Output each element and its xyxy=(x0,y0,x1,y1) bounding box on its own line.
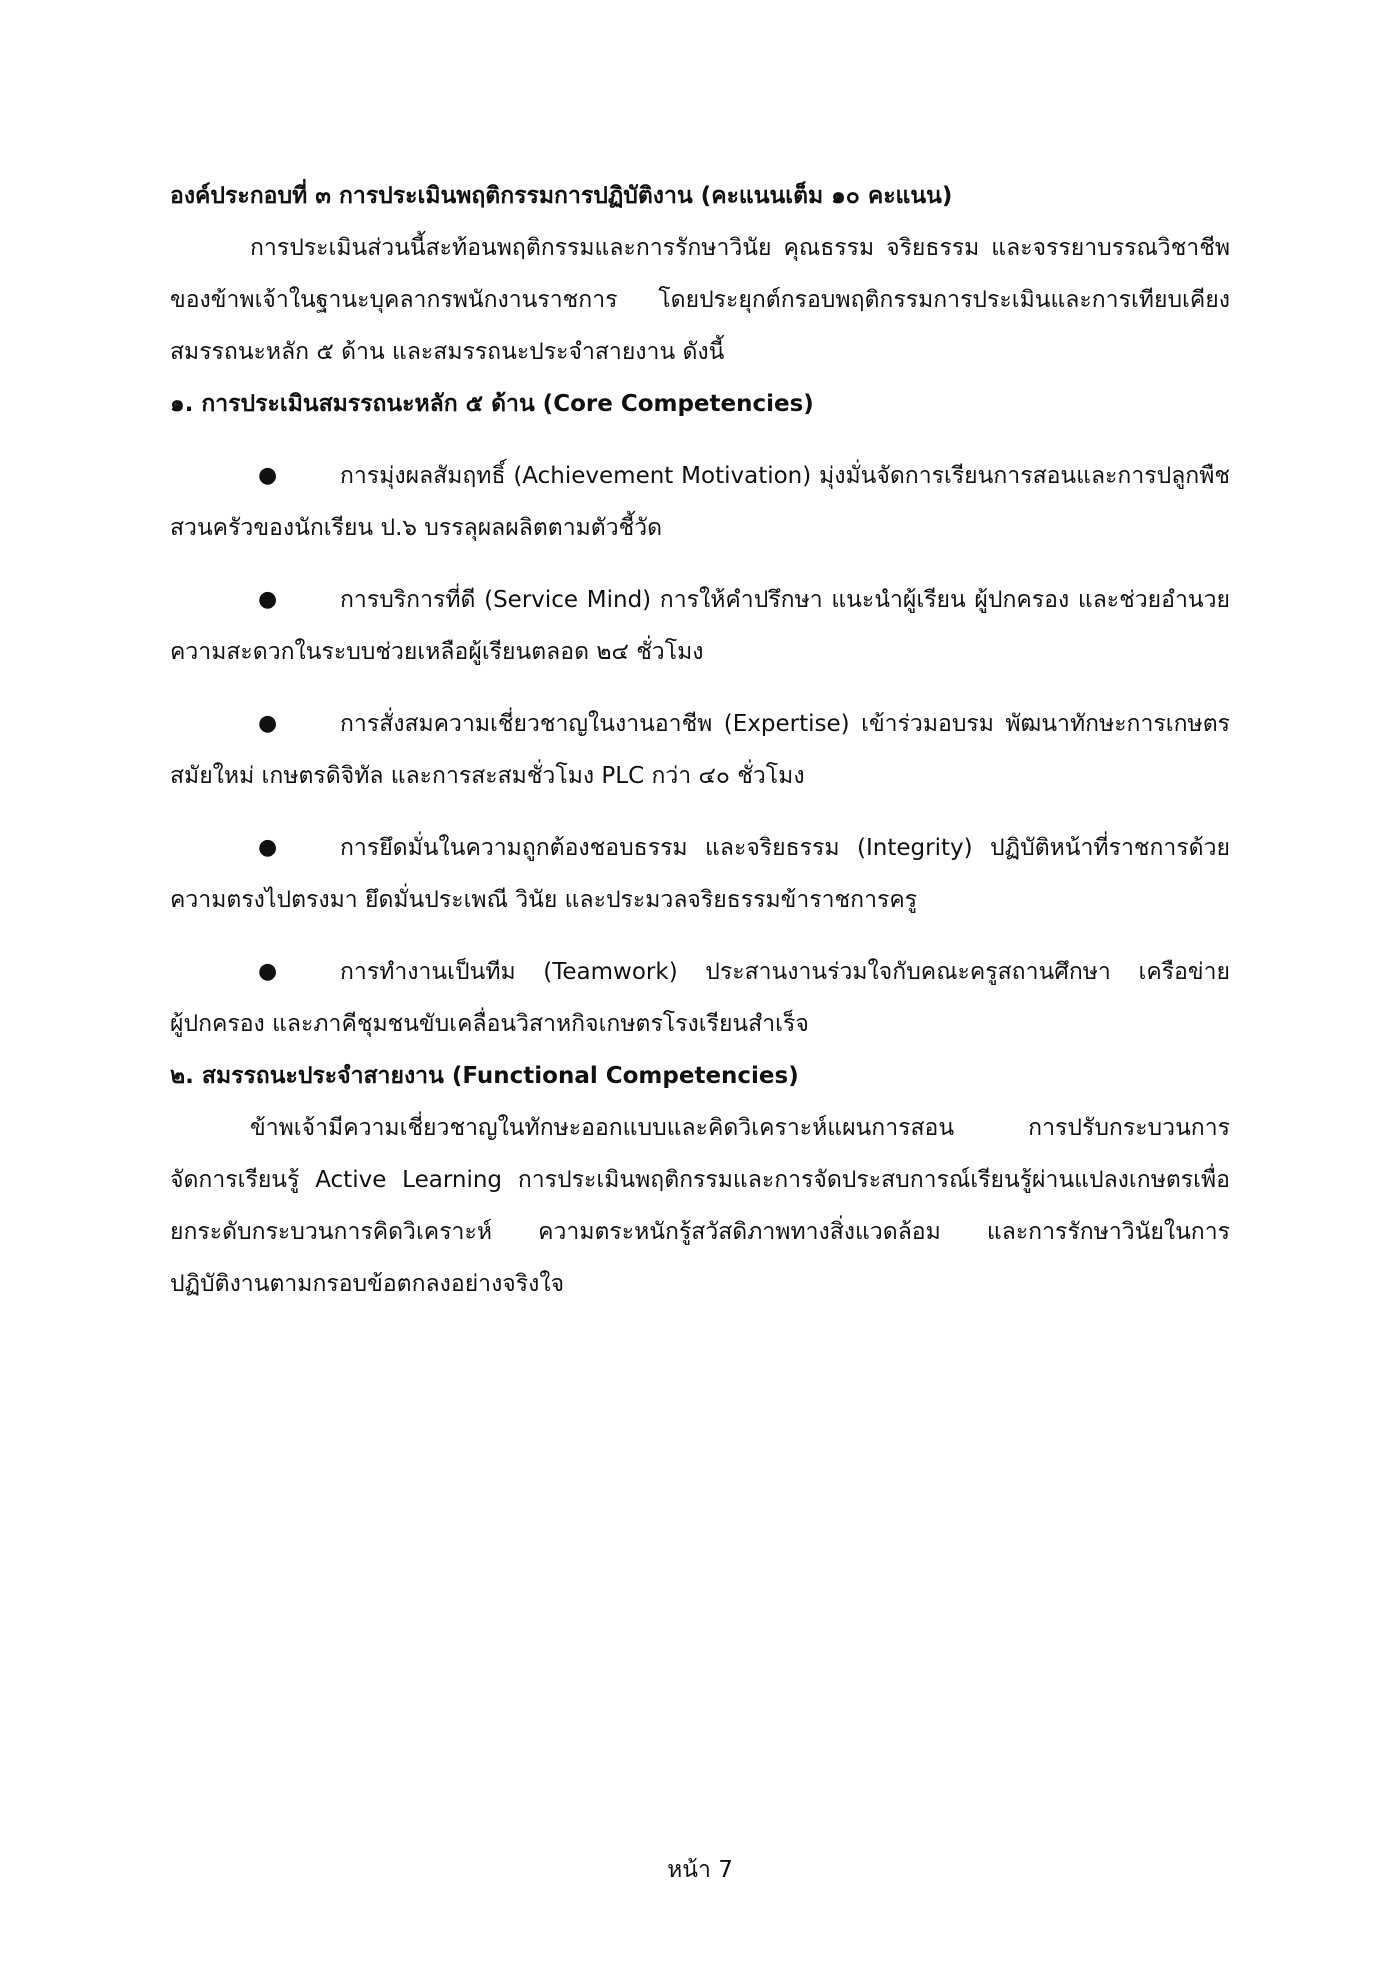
list-item-text: การยึดมั่นในความถูกต้องชอบธรรม และจริยธรรม (Integrity) ปฏิบัติหน้าที่ราชการด้วย xyxy=(340,835,1230,861)
intro-line: การประเมินส่วนนี้สะท้อนพฤติกรรมและการรักษาวินัย คุณธรรม จริยธรรม และจรรยาบรรณวิชาชีพ xyxy=(250,235,1230,261)
list-item-text: การบริการที่ดี (Service Mind) การให้คำปรึกษา แนะนำผู้เรียน ผู้ปกครอง และช่วยอำนวย xyxy=(340,587,1230,613)
bullet-icon: ● xyxy=(258,711,278,736)
intro-line: ของข้าพเจ้าในฐานะบุคลากรพนักงานราชการ โดยประยุกต์กรอบพฤติกรรมการประเมินและการเทียบเคียง xyxy=(170,287,1230,313)
list-item-first-line xyxy=(170,946,1230,998)
list-item-text: การสั่งสมความเชี่ยวชาญในงานอาชีพ (Expertise) เข้าร่วมอบรม พัฒนาทักษะการเกษตร xyxy=(340,711,1230,737)
list-item-first-line xyxy=(170,450,1230,502)
functional-line: จัดการเรียนรู้ Active Learning การประเมินพฤติกรรมและการจัดประสบการณ์เรียนรู้ผ่านแปลงเกษตรเพื่อ xyxy=(170,1167,1230,1193)
functional-paragraph xyxy=(170,1102,1230,1310)
functional-competencies-heading: ๒. สมรรถนะประจำสายงาน (Functional Competencies) xyxy=(170,1063,799,1089)
page-number: หน้า 7 xyxy=(667,1857,733,1883)
bullet-icon: ● xyxy=(258,463,278,488)
bullet-icon: ● xyxy=(258,587,278,612)
list-item-continuation: สมัยใหม่ เกษตรดิจิทัล และการสะสมชั่วโมง PLC กว่า ๔๐ ชั่วโมง xyxy=(170,763,805,789)
intro-paragraph xyxy=(170,222,1230,378)
list-item-first-line xyxy=(170,698,1230,750)
list-item-text: การมุ่งผลสัมฤทธิ์ (Achievement Motivation) มุ่งมั่นจัดการเรียนการสอนและการปลูกพืช xyxy=(340,463,1230,489)
list-item-first-line xyxy=(170,574,1230,626)
list-item-first-line xyxy=(170,822,1230,874)
list-item-continuation: ความสะดวกในระบบช่วยเหลือผู้เรียนตลอด ๒๔ ชั่วโมง xyxy=(170,639,704,665)
functional-line: ยกระดับกระบวนการคิดวิเคราะห์ ความตระหนักรู้สวัสดิภาพทางสิ่งแวดล้อม และการรักษาวินัยในการ xyxy=(170,1219,1230,1245)
section-heading: องค์ประกอบที่ ๓ การประเมินพฤติกรรมการปฏิบัติงาน (คะแนนเต็ม ๑๐ คะแนน) xyxy=(170,183,953,209)
list-item-continuation: ผู้ปกครอง และภาคีชุมชนขับเคลื่อนวิสาหกิจเกษตรโรงเรียนสำเร็จ xyxy=(170,1011,809,1037)
intro-line: สมรรถนะหลัก ๕ ด้าน และสมรรถนะประจำสายงาน ดังนี้ xyxy=(170,339,725,365)
document-body xyxy=(170,170,1230,1310)
functional-line: ข้าพเจ้ามีความเชี่ยวชาญในทักษะออกแบบและคิดวิเคราะห์แผนการสอน การปรับกระบวนการ xyxy=(250,1115,1230,1141)
list-item xyxy=(170,946,1230,1050)
list-item xyxy=(170,698,1230,802)
list-item xyxy=(170,574,1230,678)
list-item xyxy=(170,450,1230,554)
list-item-text: การทำงานเป็นทีม (Teamwork) ประสานงานร่วมใจกับคณะครูสถานศึกษา เครือข่าย xyxy=(340,959,1230,985)
core-competency-list xyxy=(170,450,1230,1050)
functional-line: ปฏิบัติงานตามกรอบข้อตกลงอย่างจริงใจ xyxy=(170,1271,565,1297)
core-competencies-heading: ๑. การประเมินสมรรถนะหลัก ๕ ด้าน (Core Competencies) xyxy=(170,391,814,417)
bullet-icon: ● xyxy=(258,835,278,860)
list-item xyxy=(170,822,1230,926)
list-item-continuation: สวนครัวของนักเรียน ป.๖ บรรลุผลผลิตตามตัวชี้วัด xyxy=(170,515,663,541)
list-item-continuation: ความตรงไปตรงมา ยึดมั่นประเพณี วินัย และประมวลจริยธรรมข้าราชการครู xyxy=(170,887,918,913)
bullet-icon: ● xyxy=(258,959,278,984)
